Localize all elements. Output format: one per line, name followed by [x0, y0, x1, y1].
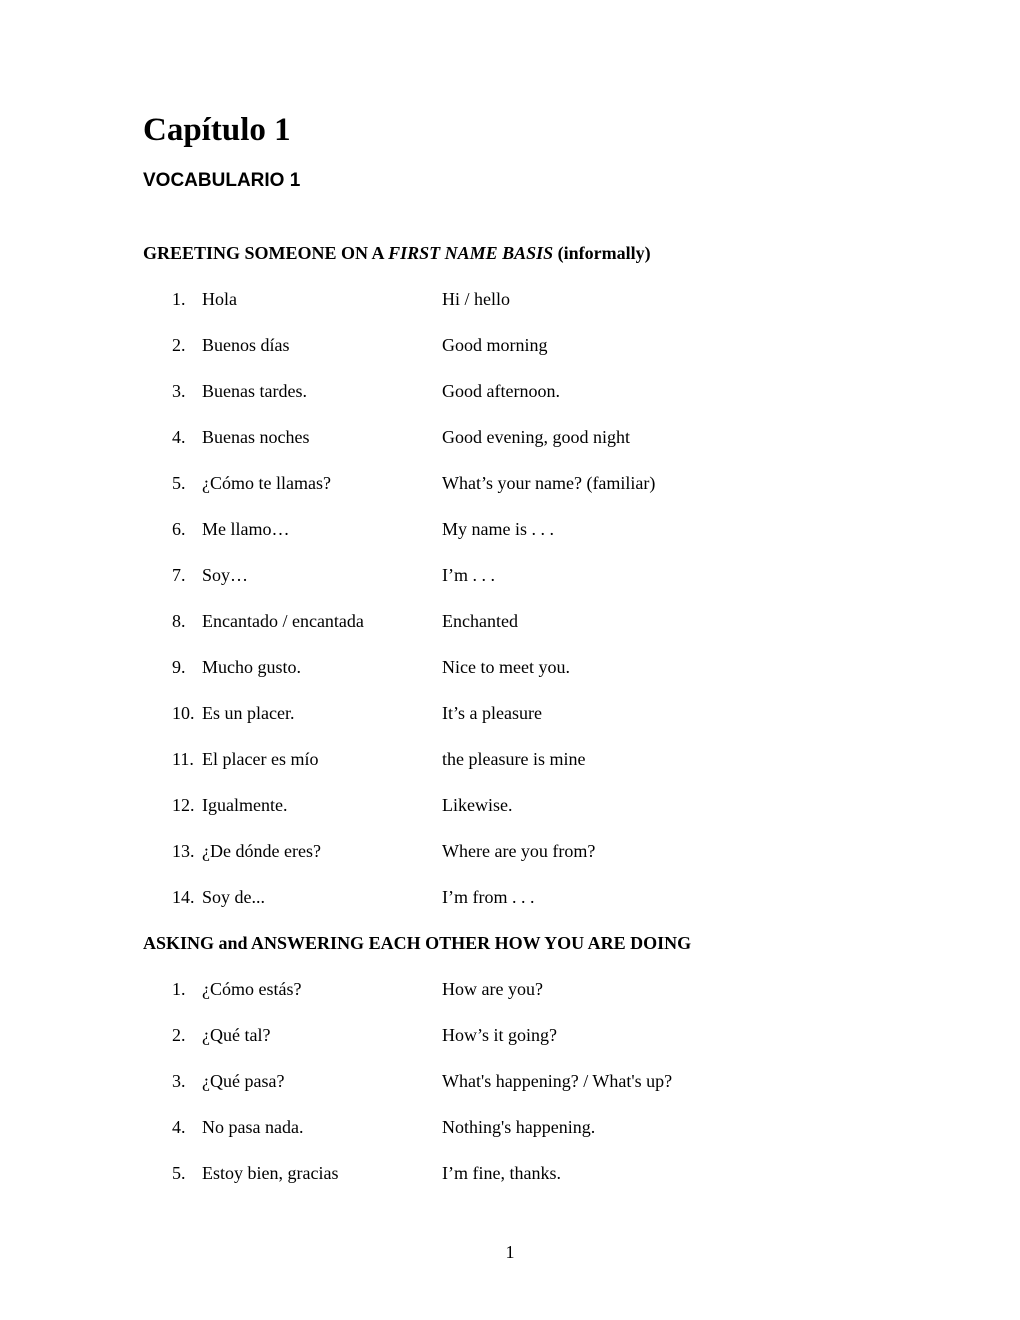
spanish-term: ¿Cómo estás?: [202, 979, 302, 999]
spanish-term: Me llamo…: [202, 519, 290, 539]
english-translation: Good afternoon.: [442, 381, 560, 401]
spanish-term: Soy…: [202, 565, 249, 585]
item-number: 11.: [172, 749, 194, 769]
spanish-term: Hola: [202, 289, 237, 309]
heading-suffix: (informally): [553, 243, 651, 263]
spanish-term: El placer es mío: [202, 749, 319, 769]
english-translation: Good evening, good night: [442, 427, 630, 447]
heading-prefix: GREETING SOMEONE ON A: [143, 243, 389, 263]
english-translation: My name is . . .: [442, 519, 554, 539]
english-translation: How are you?: [442, 979, 543, 999]
english-translation: the pleasure is mine: [442, 749, 586, 769]
english-translation: Nothing's happening.: [442, 1117, 596, 1137]
english-translation: It’s a pleasure: [442, 703, 542, 723]
english-translation: Good morning: [442, 335, 548, 355]
english-translation: Hi / hello: [442, 289, 510, 309]
item-number: 10.: [172, 703, 195, 723]
item-number: 8.: [172, 611, 186, 631]
item-number: 13.: [172, 841, 195, 861]
english-translation: Enchanted: [442, 611, 518, 631]
item-number: 6.: [172, 519, 186, 539]
page-number: 1: [505, 1242, 515, 1262]
section-heading-how-are-you: ASKING and ANSWERING EACH OTHER HOW YOU ARE DOING: [143, 933, 692, 953]
item-number: 3.: [172, 381, 186, 401]
spanish-term: ¿De dónde eres?: [202, 841, 321, 861]
spanish-term: Es un placer.: [202, 703, 295, 723]
english-translation: Likewise.: [442, 795, 513, 815]
item-number: 2.: [172, 335, 186, 355]
page-title: Capítulo 1: [143, 112, 291, 148]
english-translation: I’m fine, thanks.: [442, 1163, 561, 1183]
item-number: 7.: [172, 565, 186, 585]
item-number: 5.: [172, 1163, 186, 1183]
spanish-term: Soy de...: [202, 887, 265, 907]
item-number: 9.: [172, 657, 186, 677]
section-subtitle: VOCABULARIO 1: [143, 170, 301, 191]
item-number: 1.: [172, 289, 186, 309]
spanish-term: Estoy bien, gracias: [202, 1163, 339, 1183]
item-number: 1.: [172, 979, 186, 999]
english-translation: How’s it going?: [442, 1025, 557, 1045]
spanish-term: Buenas noches: [202, 427, 310, 447]
item-number: 3.: [172, 1071, 186, 1091]
english-translation: I’m from . . .: [442, 887, 535, 907]
item-number: 5.: [172, 473, 186, 493]
english-translation: Nice to meet you.: [442, 657, 570, 677]
item-number: 14.: [172, 887, 195, 907]
item-number: 2.: [172, 1025, 186, 1045]
spanish-term: Buenos días: [202, 335, 290, 355]
spanish-term: Mucho gusto.: [202, 657, 301, 677]
item-number: 4.: [172, 427, 186, 447]
section-heading-greetings: [143, 241, 651, 265]
heading-emphasis: FIRST NAME BASIS: [388, 243, 554, 263]
spanish-term: Igualmente.: [202, 795, 288, 815]
spanish-term: ¿Qué pasa?: [202, 1071, 285, 1091]
english-translation: What's happening? / What's up?: [442, 1071, 673, 1091]
spanish-term: No pasa nada.: [202, 1117, 304, 1137]
english-translation: Where are you from?: [442, 841, 596, 861]
item-number: 4.: [172, 1117, 186, 1137]
spanish-term: Buenas tardes.: [202, 381, 307, 401]
spanish-term: Encantado / encantada: [202, 611, 364, 631]
english-translation: What’s your name? (familiar): [442, 473, 656, 493]
english-translation: I’m . . .: [442, 565, 495, 585]
item-number: 12.: [172, 795, 195, 815]
spanish-term: ¿Qué tal?: [202, 1025, 271, 1045]
spanish-term: ¿Cómo te llamas?: [202, 473, 331, 493]
